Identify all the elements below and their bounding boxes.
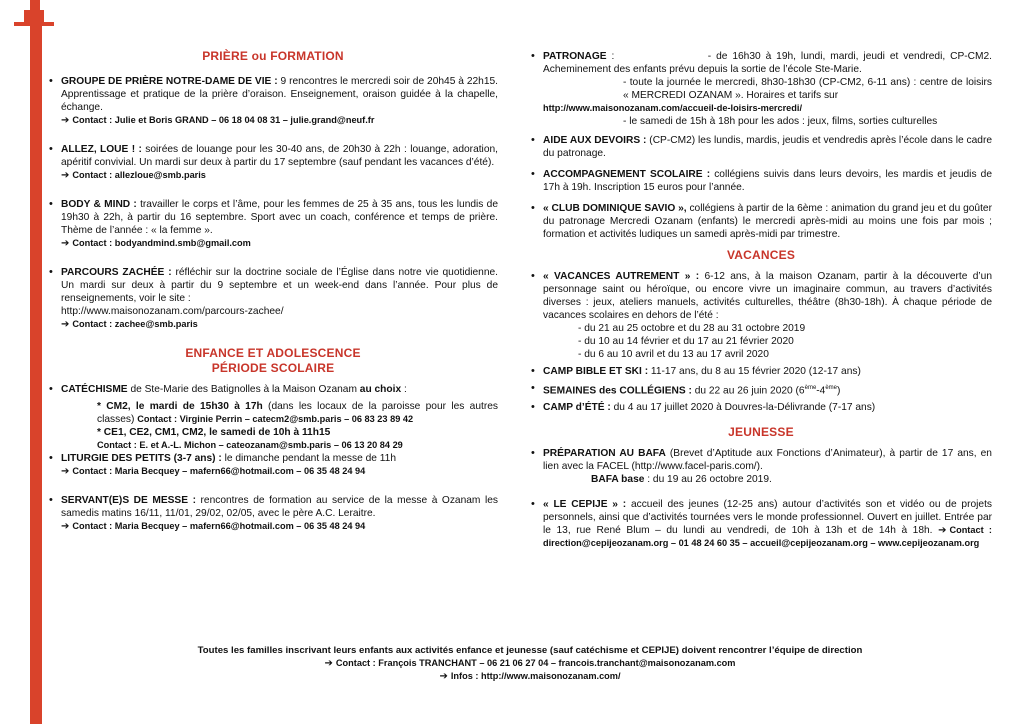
list-item-liturgie: • LITURGIE DES PETITS (3-7 ans) : le dimanche pendant la messe de 11h ➔ Contact : Maria Becquey – mafern66@hotmail.com – 06 35 48 24 94 [48,452,498,478]
list-item-servant: • SERVANT(E)S DE MESSE : rencontres de formation au service de la messe à Ozanam les samedis matins 16/11, 11/01, 29/02, 02/05, avec le père A.C. Leraitre. ➔ Contact : Maria Becquey – mafern66@hotmail.com – 06 35 48 24 94 [48,494,498,533]
list-item-allez: • ALLEZ, LOUE ! : soirées de louange pour les 30-40 ans, de 20h30 à 22h : louange, adoration, apéritif convivial. Un mardi sur deux à partir du 17 septembre (sauf pendant les vacances d’été). ➔ Contact : allezloue@smb.paris [48,143,498,182]
section-subtitle-scolaire: PÉRIODE SCOLAIRE [211,361,335,375]
list-item-groupe: • GROUPE DE PRIÈRE NOTRE-DAME DE VIE : 9 rencontres le mercredi soir de 20h45 à 22h15. Apprentissage et pratique de la prière d’oraison. Enseignement, oraison guidée à la chapelle, échange. ➔ Contact : Julie et Boris GRAND – 06 18 04 08 31 – julie.grand@neuf.fr [48,75,498,127]
section-title-vacances: VACANCES [726,248,796,262]
catechisme-ce1: * CE1, CE2, CM1, CM2, le samedi de 10h à 11h15 [97,427,331,438]
list-item-bafa: • PRÉPARATION AU BAFA (Brevet d’Aptitude aux Fonctions d’Animateur), à partir de 17 ans, en lien avec la FACEL (http://www.facel-paris.com/). BAFA base : du 19 au 26 octobre 2019. [530,447,992,486]
arrow-right-icon: ➔ [938,525,947,537]
section-title-priere: PRIÈRE ou FORMATION [202,49,344,63]
arrow-right-icon: ➔ [61,521,70,532]
left-column [48,50,498,533]
section-title-enfance: ENFANCE ET ADOLESCENCE [185,346,361,360]
contact-line: ➔ Contact : bodyandmind.smb@gmail.com [61,238,251,249]
section-title-jeunesse: JEUNESSE [728,425,794,440]
catechisme-ce1-contact: Contact : E. et A.-L. Michon – cateozanam@smb.paris – 06 13 20 84 29 [97,440,403,450]
list-item-patronage: • PATRONAGE : - de 16h30 à 19h, lundi, mardi, jeudi et vendredi, CP-CM2. Acheminement des enfants prévu depuis la sortie de l’école Ste-Marie. - toute la journée le mercredi, 8h30-18h30 (CP-CM2, 6-11 ans) : centre de loisirs « MERCREDI OZANAM ». Horaires et tarifs sur http://www.maisonozanam.com/accueil-de-loisirs-mercredi/ - le samedi de 15h à 18h pour les ados : jeux, films, sorties culturelles [530,50,992,128]
right-column [530,50,995,550]
logo-icon [14,8,54,38]
patronage-line3: - le samedi de 15h à 18h pour les ados : jeux, films, sorties culturelles [623,116,938,127]
arrow-right-icon: ➔ [61,170,70,181]
list-item-camp-bible: • CAMP BIBLE ET SKI : 11-17 ans, du 8 au 15 février 2020 (12-17 ans) [530,365,992,378]
arrow-right-icon: ➔ [61,319,70,330]
vacances-date: - du 21 au 25 octobre et du 28 au 31 octobre 2019 [578,323,806,334]
contact-line: ➔ Contact : zachee@smb.paris [61,319,198,330]
parcours-url[interactable]: http://www.maisonozanam.com/parcours-zachee/ [61,306,284,317]
arrow-right-icon: ➔ [324,658,333,669]
list-item-body: • BODY & MIND : travailler le corps et l’âme, pour les femmes de 25 à 35 ans, tous les lundis de 19h30 à 22h, à partir du 16 septembre. Sport avec un coach, conférence et temps de prière. Thème de l’année : « la femme ». ➔ Contact : bodyandmind.smb@gmail.com [48,198,498,250]
arrow-right-icon: ➔ [61,238,70,249]
contact-line: ➔ Contact : Julie et Boris GRAND – 06 18 04 08 31 – julie.grand@neuf.fr [61,115,375,126]
list-item-accompagnement: • ACCOMPAGNEMENT SCOLAIRE : collégiens suivis dans leurs devoirs, les mardis et jeudis de 17h à 19h. Inscription 15 euros pour l’année. [530,168,992,194]
catechisme-cm2: * CM2, le mardi de 15h30 à 17h (dans les locaux de la paroisse pour les autres classes) Contact : Virginie Perrin – catecm2@smb.paris – 06 83 23 89 42 [97,401,498,425]
contact-line: ➔ Contact : Maria Becquey – mafern66@hotmail.com – 06 35 48 24 94 [61,466,366,477]
list-item-semaines: • SEMAINES des COLLÉGIENS : du 22 au 26 juin 2020 (6ème-4ème) [530,382,992,397]
arrow-right-icon: ➔ [61,466,70,477]
list-item-catechisme: • CATÉCHISME de Ste-Marie des Batignolles à la Maison Ozanam au choix : * CM2, le mardi de 15h30 à 17h (dans les locaux de la paroisse pour les autres classes) Contact : Virginie Perrin – catecm2@smb.paris – 06 83 23 89 42 * CE1, CE2, CM1, CM2, le samedi de 10h à 11h15 Contact : E. et A.-L. Michon – cateozanam@smb.paris – 06 13 20 84 29 [48,383,498,452]
footer [60,644,1000,683]
footer-contact: ➔ Contact : François TRANCHANT – 06 21 06 27 04 – francois.tranchant@maisonozanam.com [324,658,736,669]
contact-line: ➔ Contact : direction@cepijeozanam.org – 01 48 24 60 35 – accueil@cepijeozanam.org – www.cepijeozanam.org [543,525,992,549]
list-item-cepije: • « LE CEPIJE » : accueil des jeunes (12-25 ans) autour d’activités son et vidéo ou de projets personnels, ainsi que d’activités tournées vers le monde professionnel. Ouvert en juillet. Entrée par le 13, rue René Blum – du lundi au vendredi, de 10h à 13h et de 14h à 18h. ➔ Contact : direction@cepijeozanam.org – 01 48 24 60 35 – accueil@cepijeozanam.org – www.cepijeozanam.org [530,498,992,550]
arrow-right-icon: ➔ [439,671,448,682]
patronage-url[interactable]: http://www.maisonozanam.com/accueil-de-loisirs-mercredi/ [543,103,803,113]
vacances-date: - du 10 au 14 février et du 17 au 21 février 2020 [578,336,794,347]
list-item-vacances-autrement: • « VACANCES AUTREMENT » : 6-12 ans, à la maison Ozanam, partir à la découverte d’un personnage saint ou héroïque, ou encore vivre un imaginaire commun, au travers d’activités diverses : jeux, ateliers manuels, activités culturelles, théâtre (8h30-18h). À chaque période de vacances scolaires en dehors de l’été : - du 21 au 25 octobre et du 28 au 31 octobre 2019 - du 10 au 14 février et du 17 au 21 février 2020 - du 6 au 10 avril et du 13 au 17 avril 2020 [530,270,992,361]
list-item-parcours: • PARCOURS ZACHÉE : réfléchir sur la doctrine sociale de l’Église dans notre vie quotidienne. Un mardi sur deux à partir du 9 septembre et un week-end dans l’année. Pour plus de renseignements, voir le site : http://www.maisonozanam.com/parcours-zachee/ ➔ Contact : zachee@smb.paris [48,266,498,331]
arrow-right-icon: ➔ [61,115,70,126]
bafa-base: BAFA base : du 19 au 26 octobre 2019. [591,474,772,486]
footer-infos: ➔ Infos : http://www.maisonozanam.com/ [439,671,621,682]
left-red-bar [30,0,40,724]
patronage-line2: - toute la journée le mercredi, 8h30-18h30 (CP-CM2, 6-11 ans) : centre de loisirs « MERCREDI OZANAM ». Horaires et tarifs sur [623,77,992,101]
contact-line: ➔ Contact : allezloue@smb.paris [61,170,206,181]
list-item-club: • « CLUB DOMINIQUE SAVIO », collégiens à partir de la 6ème : animation du grand jeu et du goûter du patronage Mercredi Ozanam (enfants) le mercredi après-midi au moins une fois par mois ; formation et activités ludiques un samedi après-midi par trimestre. [530,202,992,241]
contact-line: ➔ Contact : Maria Becquey – mafern66@hotmail.com – 06 35 48 24 94 [61,521,366,532]
list-item-camp-ete: • CAMP d’ÉTÉ : du 4 au 17 juillet 2020 à Douvres-la-Délivrande (7-17 ans) [530,401,992,414]
footer-notice: Toutes les familles inscrivant leurs enfants aux activités enfance et jeunesse (sauf catéchisme et CEPIJE) doivent rencontrer l’équipe de direction [197,645,863,656]
vacances-date: - du 6 au 10 avril et du 13 au 17 avril 2020 [578,349,769,360]
list-item-aide: • AIDE AUX DEVOIRS : (CP-CM2) les lundis, mardis, jeudis et vendredis après l’école dans le cadre du patronage. [530,134,992,160]
left-red-line [40,18,42,724]
